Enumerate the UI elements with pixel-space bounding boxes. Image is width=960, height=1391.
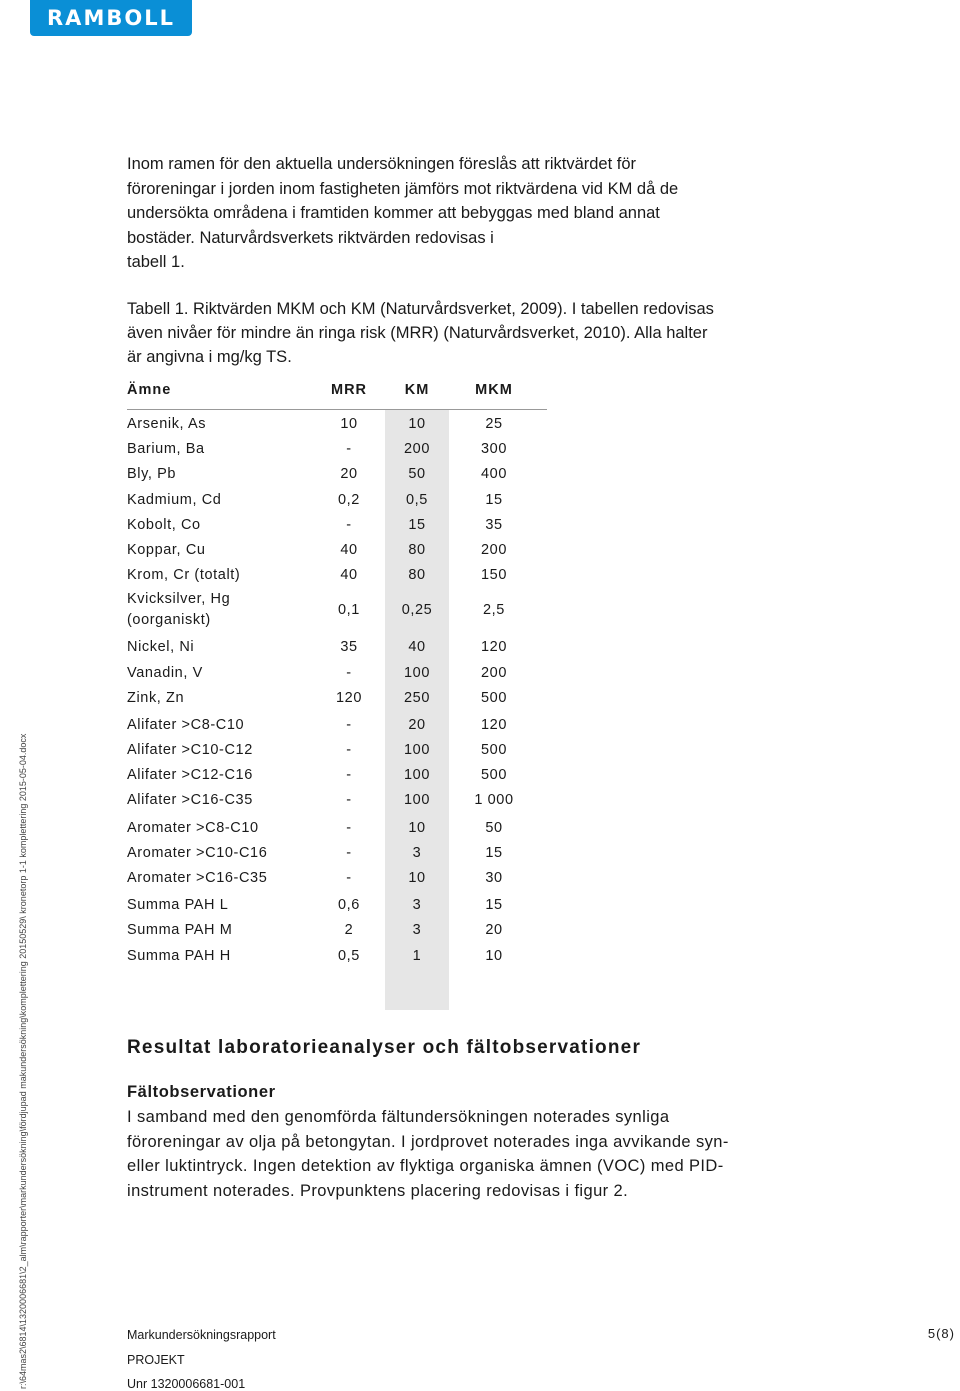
cell-mkm: 400 [481,466,507,483]
intro-paragraph [127,152,787,275]
cell-substance: Alifater >C10-C12 [127,742,253,759]
paragraph-line: I samband med den genomförda fältundersökningen noterades synliga [127,1108,670,1126]
cell-substance: Arsenik, As [127,416,207,432]
cell-mrr: 0,1 [338,602,360,619]
cell-mrr: - [346,792,352,809]
cell-mrr: - [346,870,352,886]
cell-km: 50 [408,466,426,483]
cell-substance: Koppar, Cu [127,541,206,558]
intro-line: tabell 1. [127,253,185,271]
cell-mrr: - [346,664,352,681]
cell-mkm: 200 [481,664,507,681]
table-row [127,461,547,486]
paragraph-line: eller luktintryck. Ingen detektion av flyktiga organiska ämnen (VOC) med PID- [127,1157,724,1175]
cell-substance: Barium, Ba [127,441,205,458]
page-number: 5(8) [927,1326,955,1341]
cell-km: 3 [412,844,422,861]
table-row [127,436,547,461]
cell-substance: Summa PAH H [127,947,231,964]
table-row [127,587,547,634]
table-row [127,634,547,659]
cell-mrr: 10 [340,416,358,432]
cell-mkm: 50 [485,819,503,836]
cell-km: 3 [412,922,422,939]
cell-mkm: 10 [485,947,503,964]
cell-substance: Aromater >C10-C16 [127,844,268,861]
table-row [127,487,547,512]
intro-line: Inom ramen för den aktuella undersökningen föreslås att riktvärdet för [127,155,637,173]
cell-mrr: - [346,441,352,458]
table-row [127,685,547,710]
cell-substance: Vanadin, V [127,664,203,681]
cell-mkm: 500 [481,767,507,784]
intro-line: undersökta områdena i framtiden kommer att bebyggas med bland annat [127,204,660,222]
header-substance: Ämne [127,382,172,398]
cell-km: 250 [404,689,430,706]
cell-substance: Alifater >C16-C35 [127,792,253,809]
cell-mkm: 150 [481,567,507,584]
table-header-row [127,375,547,410]
table-row [127,512,547,537]
cell-mrr: 40 [340,541,358,558]
cell-mrr: 0,5 [338,947,360,964]
cell-substance: Kadmium, Cd [127,491,222,508]
guideline-values-table [127,375,547,968]
cell-mkm: 15 [485,491,503,508]
paragraph-line: föroreningar av olja på betongytan. I jordprovet noterades inga avvikande syn- [127,1132,729,1151]
table-row [127,762,547,787]
cell-km: 100 [404,792,430,809]
cell-mrr: 20 [340,466,358,483]
cell-mrr: 2 [344,922,354,939]
cell-mkm: 35 [485,516,503,533]
table-row [127,660,547,685]
table-row [127,815,547,840]
table-row [127,712,547,737]
cell-km: 0,5 [406,491,428,508]
caption-line: även nivåer för mindre än ringa risk (MRR) (Naturvårdsverket, 2010). Alla halter [127,324,708,342]
cell-substance: Alifater >C8-C10 [127,716,245,733]
header-km: KM [404,382,430,398]
cell-mkm: 30 [485,870,503,886]
table-row [127,892,547,917]
cell-mkm: 25 [485,416,503,432]
table-row [127,840,547,865]
cell-mrr: 120 [336,689,362,706]
cell-mkm: 15 [485,897,503,914]
cell-substance: Aromater >C8-C10 [127,819,259,836]
table-row [127,411,547,436]
paragraph-line: instrument noterades. Provpunktens placering redovisas i figur 2. [127,1181,629,1200]
cell-km: 3 [412,897,422,914]
cell-substance: Kobolt, Co [127,516,201,533]
cell-substance: Zink, Zn [127,689,185,706]
header-mkm: MKM [475,382,513,398]
cell-mkm: 500 [481,742,507,759]
cell-km: 100 [404,664,430,681]
ramboll-logo [30,0,192,36]
cell-km: 1 [412,947,422,964]
cell-mkm: 1 000 [474,792,514,809]
cell-substance: Summa PAH L [127,897,229,914]
file-path-vertical: r:\64mas2\6814\1320006681\2_alm\rapporter\markundersökning\fördjupad makundersökning\komplettering 20150529\ kronetorp 1-1 komplettering 2015-05-04.docx [18,733,28,1389]
cell-km: 10 [408,870,426,886]
table-row [127,562,547,587]
footer-report-type: Markundersökningsrapport [127,1328,276,1342]
cell-km: 10 [408,819,426,836]
cell-mkm: 15 [485,844,503,861]
cell-substance: Summa PAH M [127,922,233,939]
intro-line: bostäder. Naturvårdsverkets riktvärden redovisas i [127,228,494,247]
cell-mrr: - [346,742,352,759]
cell-mkm: 2,5 [483,602,505,619]
cell-km: 100 [404,742,430,759]
cell-km: 15 [408,516,426,533]
table-row [127,865,547,890]
table-row [127,737,547,762]
cell-substance: Bly, Pb [127,466,177,483]
intro-line: föroreningar i jorden inom fastigheten jämförs mot riktvärdena vid KM då de [127,179,679,198]
cell-km: 0,25 [401,602,433,619]
table-row [127,537,547,562]
cell-km: 100 [404,767,430,784]
cell-mrr: - [346,819,352,836]
cell-mkm: 120 [481,716,507,733]
subheading: Fältobservationer [127,1083,276,1101]
cell-mrr: 0,6 [338,897,360,914]
table-row [127,943,547,968]
cell-mkm: 120 [481,639,507,656]
cell-km: 40 [408,639,426,656]
table-row [127,917,547,942]
cell-mrr: - [346,767,352,784]
caption-line: Tabell 1. Riktvärden MKM och KM (Naturvårdsverket, 2009). I tabellen redovisas [127,300,714,318]
caption-line: är angivna i mg/kg TS. [127,348,292,366]
cell-km: 20 [408,716,426,733]
header-mrr: MRR [330,382,368,398]
cell-km: 80 [408,541,426,558]
cell-mkm: 300 [481,441,507,458]
cell-mrr: - [346,716,352,733]
cell-km: 200 [404,441,430,458]
cell-mrr: 0,2 [338,491,360,508]
table-caption [127,297,837,369]
cell-mrr: - [346,844,352,861]
cell-substance: Krom, Cr (totalt) [127,567,241,584]
cell-mrr: 40 [340,567,358,584]
cell-substance: Nickel, Ni [127,639,195,656]
cell-km: 80 [408,567,426,584]
cell-substance: Kvicksilver, Hg (oorganiskt) [127,591,231,629]
cell-mkm: 20 [485,922,503,939]
footer-project-label: PROJEKT [127,1353,185,1367]
cell-km: 10 [408,416,426,432]
cell-mrr: - [346,516,352,533]
field-observations-paragraph [127,1105,787,1203]
cell-mrr: 35 [340,639,358,656]
cell-substance: Alifater >C12-C16 [127,767,253,784]
logo-text: RAMBOLL [47,6,175,30]
table-row [127,787,547,812]
table-body [127,410,547,968]
cell-mkm: 500 [481,689,507,706]
footer-project-number: Unr 1320006681-001 [127,1377,246,1391]
cell-substance: Aromater >C16-C35 [127,870,268,886]
cell-mkm: 200 [481,541,507,558]
section-heading: Resultat laboratorieanalyser och fältobservationer [127,1037,642,1058]
